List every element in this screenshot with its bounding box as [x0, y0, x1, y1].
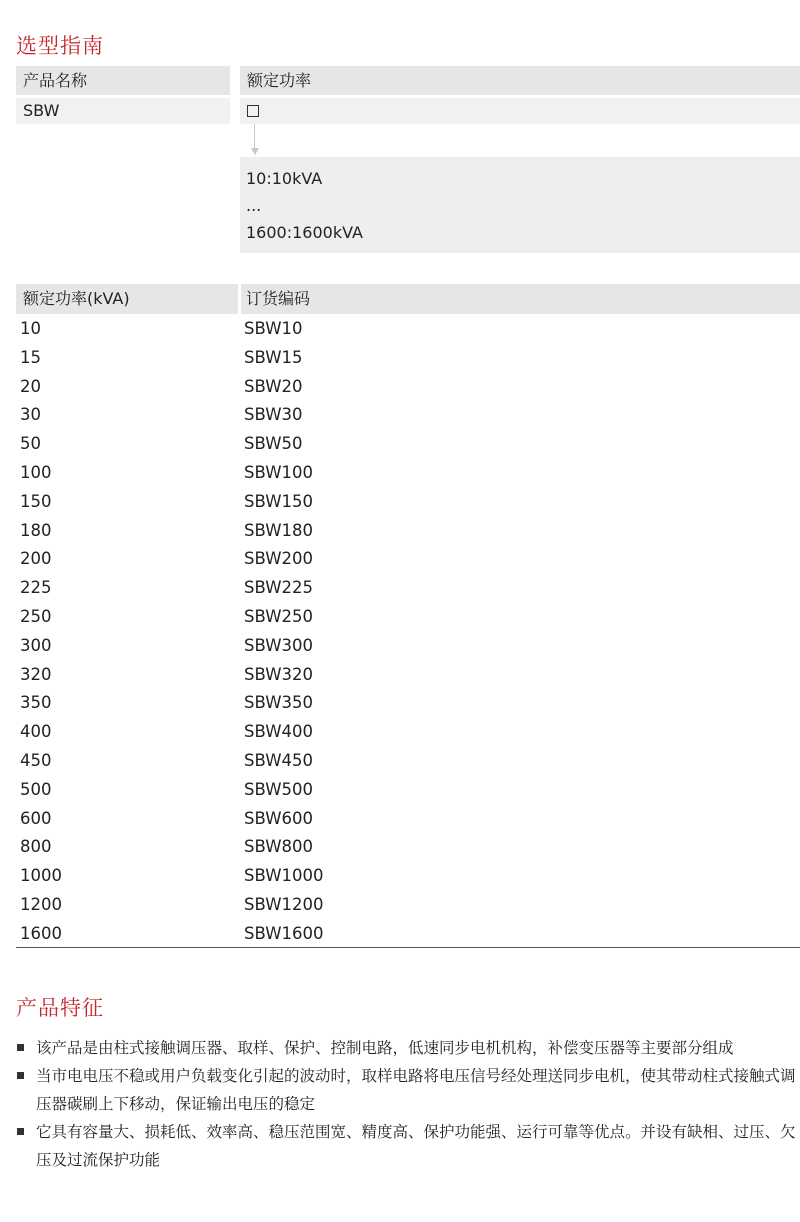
- table-row: [0, 805, 800, 834]
- bullet-square-icon: [17, 1044, 24, 1051]
- table-row: [0, 488, 800, 517]
- power-value: 450: [20, 750, 52, 770]
- order-code: SBW1200: [244, 894, 324, 914]
- power-value: 50: [20, 434, 41, 454]
- table-row: [0, 344, 800, 373]
- power-value: 15: [20, 347, 41, 367]
- product-code-cell: SBW: [16, 98, 230, 124]
- rated-power-options: [240, 157, 800, 253]
- power-value: 600: [20, 808, 52, 828]
- table-row: [0, 545, 800, 574]
- bullet-square-icon: [17, 1128, 24, 1135]
- table-row: [0, 373, 800, 402]
- power-value: 1200: [20, 894, 62, 914]
- option-line: 10:10kVA: [246, 169, 323, 188]
- feature-list: [16, 1034, 800, 1174]
- power-value: 350: [20, 693, 52, 713]
- table-row: [0, 401, 800, 430]
- table-header-code: [241, 284, 800, 314]
- table-header-code-label: 订货编码: [246, 289, 311, 308]
- order-code: SBW450: [244, 750, 314, 770]
- order-code: SBW225: [244, 578, 314, 598]
- selection-guide-title: 选型指南: [16, 34, 104, 58]
- table-row: [0, 315, 800, 344]
- table-row: [0, 920, 800, 949]
- order-code: SBW500: [244, 779, 314, 799]
- table-row: [0, 632, 800, 661]
- order-code: SBW100: [244, 462, 314, 482]
- order-code: SBW180: [244, 520, 314, 540]
- order-code: SBW200: [244, 549, 314, 569]
- power-value: 250: [20, 606, 52, 626]
- power-value: 180: [20, 520, 52, 540]
- order-code: SBW150: [244, 491, 314, 511]
- feature-text: 该产品是由柱式接触调压器、取样、保护、控制电路，低速同步电机机构，补偿变压器等主要部分组成: [36, 1039, 734, 1057]
- rated-power-placeholder-cell: [240, 98, 800, 124]
- feature-item: [16, 1118, 800, 1174]
- order-code: SBW10: [244, 319, 303, 338]
- table-row: [0, 718, 800, 747]
- power-value: 320: [20, 664, 52, 684]
- table-row: [0, 862, 800, 891]
- option-line: ...: [246, 196, 262, 215]
- table-row: [0, 747, 800, 776]
- order-code: SBW320: [244, 664, 314, 684]
- order-code: SBW15: [244, 347, 303, 367]
- power-value: 30: [20, 405, 41, 425]
- power-value: 1600: [20, 923, 62, 943]
- feature-text: 它具有容量大、损耗低、效率高、稳压范围宽、精度高、保护功能强、运行可靠等优点。并设有缺相、过压、欠压及过流保护功能: [36, 1123, 796, 1169]
- table-header-power-label: 额定功率(kVA): [23, 289, 130, 308]
- order-code: SBW50: [244, 434, 303, 454]
- product-name-header: 产品名称: [16, 66, 230, 95]
- order-code: SBW250: [244, 606, 314, 626]
- bullet-square-icon: [17, 1072, 24, 1079]
- power-value: 225: [20, 578, 52, 598]
- features-title: 产品特征: [16, 996, 104, 1020]
- placeholder-box-icon: [247, 105, 259, 117]
- power-value: 1000: [20, 866, 62, 886]
- order-code: SBW20: [244, 376, 303, 396]
- order-code: SBW800: [244, 837, 314, 857]
- feature-item: [16, 1062, 800, 1118]
- feature-item: [16, 1034, 800, 1062]
- power-value: 150: [20, 491, 52, 511]
- arrow-down-icon: [251, 148, 259, 155]
- table-row: [0, 661, 800, 690]
- table-row: [0, 891, 800, 920]
- table-row: [0, 430, 800, 459]
- table-row: [0, 689, 800, 718]
- order-code: SBW400: [244, 722, 314, 742]
- power-value: 100: [20, 462, 52, 482]
- arrow-line: [254, 124, 255, 150]
- power-value: 20: [20, 376, 41, 396]
- table-header-power: [16, 284, 238, 314]
- option-line: 1600:1600kVA: [246, 223, 363, 242]
- power-value: 300: [20, 635, 52, 655]
- feature-text: 当市电电压不稳或用户负载变化引起的波动时，取样电路将电压信号经处理送同步电机，使其带动柱式接触式调压器碳刷上下移动，保证输出电压的稳定: [36, 1067, 796, 1113]
- table-row: [0, 776, 800, 805]
- power-value: 800: [20, 837, 52, 857]
- table-row: [0, 459, 800, 488]
- order-code: SBW300: [244, 635, 314, 655]
- order-code: SBW1600: [244, 923, 324, 943]
- table-row: [0, 833, 800, 862]
- order-table-body: [0, 315, 800, 949]
- order-code: SBW1000: [244, 866, 324, 886]
- table-row: [0, 603, 800, 632]
- power-value: 200: [20, 549, 52, 569]
- power-value: 400: [20, 722, 52, 742]
- table-row: [0, 574, 800, 603]
- order-code: SBW600: [244, 808, 314, 828]
- order-code: SBW350: [244, 693, 314, 713]
- power-value: 10: [20, 319, 41, 338]
- power-value: 500: [20, 779, 52, 799]
- order-code: SBW30: [244, 405, 303, 425]
- table-row: [0, 517, 800, 546]
- table-bottom-rule: [16, 947, 800, 948]
- rated-power-header: 额定功率: [240, 66, 800, 95]
